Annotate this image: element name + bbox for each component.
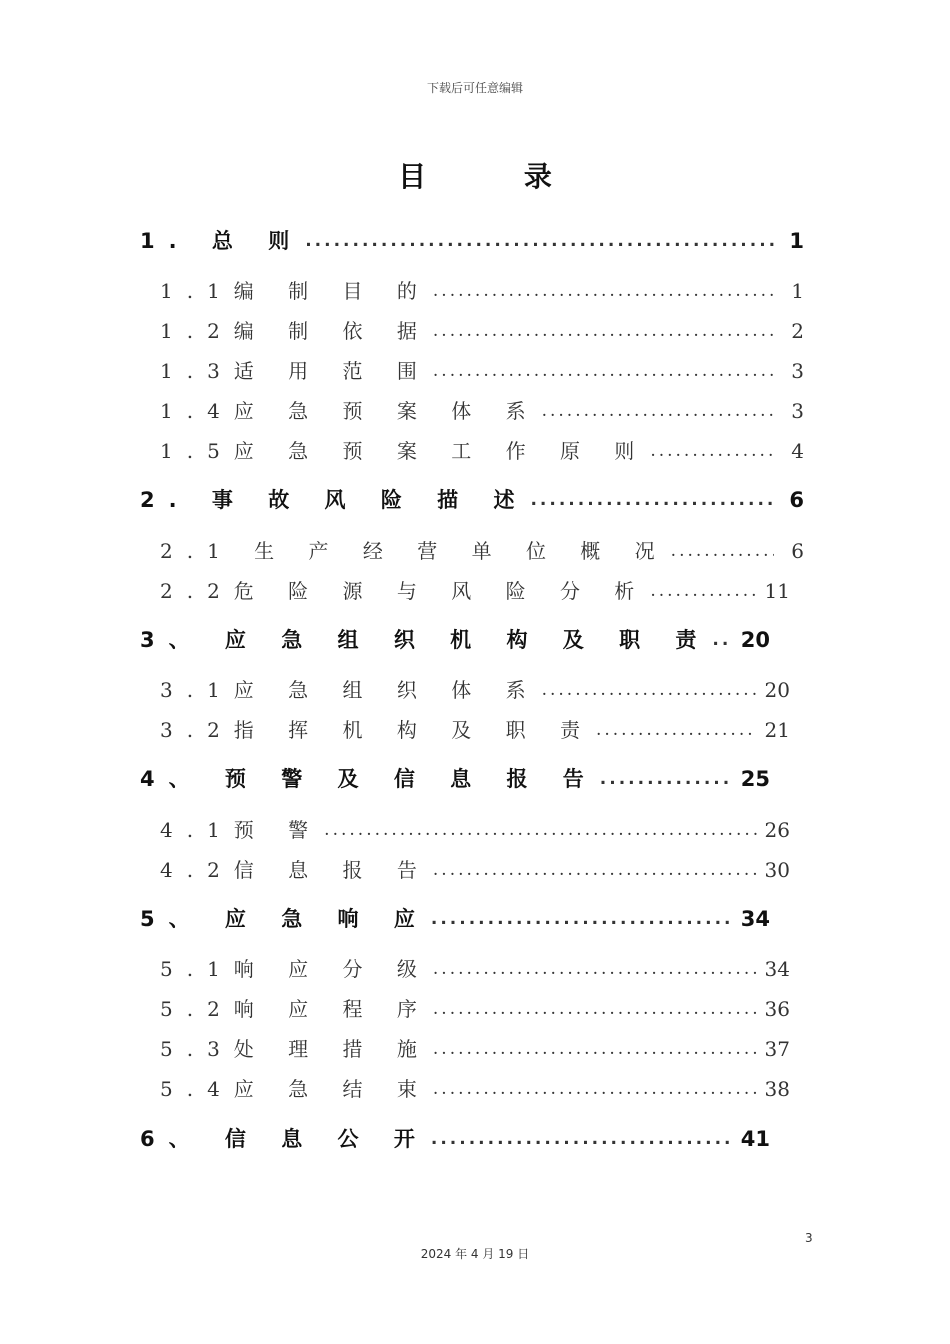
toc-leader-dots bbox=[596, 715, 757, 745]
toc-entry-label: 1. 总 则 bbox=[140, 229, 304, 253]
toc-entry-label: 4.2信 息 报 告 bbox=[160, 858, 431, 882]
toc-entry-label: 2.1 生 产 经 营 单 位 概 况 bbox=[160, 539, 669, 563]
toc-leader-dots bbox=[324, 815, 756, 845]
toc-entry-page: 21 bbox=[764, 718, 790, 742]
toc-leader-dots bbox=[305, 226, 774, 256]
toc-entry-label: 5.1响 应 分 级 bbox=[160, 957, 431, 981]
toc-entry-page: 34 bbox=[740, 907, 770, 931]
toc-entry-label: 1.1编 制 目 的 bbox=[160, 279, 431, 303]
toc-entry-3-2[interactable] bbox=[160, 715, 790, 745]
toc-leader-dots bbox=[433, 855, 757, 885]
toc-entry-label: 5.4应 急 结 束 bbox=[160, 1077, 431, 1101]
toc-entry-label: 1.5应 急 预 案 工 作 原 则 bbox=[160, 439, 649, 463]
toc-entry-5-4[interactable] bbox=[160, 1074, 790, 1104]
toc-entry-page: 2 bbox=[791, 319, 804, 343]
toc-entry-label: 5、 应 急 响 应 bbox=[140, 907, 429, 931]
toc-leader-dots bbox=[433, 276, 774, 306]
toc-entry-4-2[interactable] bbox=[160, 855, 790, 885]
toc-entry-page: 1 bbox=[789, 229, 804, 253]
toc-entry-page: 6 bbox=[791, 539, 804, 563]
toc-leader-dots bbox=[542, 675, 757, 705]
toc-entry-page: 37 bbox=[764, 1037, 790, 1061]
toc-leader-dots bbox=[650, 436, 774, 466]
toc-entry-page: 25 bbox=[740, 767, 770, 791]
toc-entry-page: 1 bbox=[791, 279, 804, 303]
toc-entry-label: 3.2指 挥 机 构 及 职 责 bbox=[160, 718, 594, 742]
toc-entry-chapter-4[interactable] bbox=[140, 764, 770, 794]
page-title: 目 录 bbox=[398, 160, 596, 193]
toc-entry-5-1[interactable] bbox=[160, 954, 790, 984]
toc-entry-page: 3 bbox=[791, 359, 804, 383]
toc-entry-chapter-3[interactable] bbox=[140, 625, 770, 655]
toc-entry-1-2[interactable] bbox=[160, 316, 804, 346]
toc-entry-2-2[interactable] bbox=[160, 576, 790, 606]
toc-leader-dots bbox=[433, 1034, 757, 1064]
toc-entry-page: 20 bbox=[740, 628, 770, 652]
toc-leader-dots bbox=[712, 625, 732, 655]
toc-entry-3-1[interactable] bbox=[160, 675, 790, 705]
toc-entry-label: 1.2编 制 依 据 bbox=[160, 319, 431, 343]
footer-date: 2024 年 4 月 19 日 bbox=[420, 1247, 530, 1261]
toc-entry-page: 6 bbox=[789, 488, 804, 512]
toc-leader-dots bbox=[433, 994, 757, 1024]
toc-entry-1-3[interactable] bbox=[160, 356, 804, 386]
toc-entry-label: 5.3处 理 措 施 bbox=[160, 1037, 431, 1061]
toc-entry-page: 36 bbox=[764, 997, 790, 1021]
toc-entry-label: 5.2响 应 程 序 bbox=[160, 997, 431, 1021]
toc-entry-4-1[interactable] bbox=[160, 815, 790, 845]
page-number: 3 bbox=[805, 1231, 813, 1245]
toc-leader-dots bbox=[433, 316, 774, 346]
toc-entry-page: 20 bbox=[764, 678, 790, 702]
toc-entry-page: 26 bbox=[764, 818, 790, 842]
toc-entry-label: 1.4应 急 预 案 体 系 bbox=[160, 399, 540, 423]
toc-leader-dots bbox=[600, 764, 733, 794]
toc-leader-dots bbox=[431, 904, 733, 934]
toc-entry-page: 30 bbox=[764, 858, 790, 882]
toc-entry-page: 38 bbox=[764, 1077, 790, 1101]
toc-entry-label: 3、 应 急 组 织 机 构 及 职 责 bbox=[140, 628, 711, 652]
toc-entry-chapter-6[interactable] bbox=[140, 1124, 770, 1154]
toc-leader-dots bbox=[433, 954, 757, 984]
toc-entry-5-3[interactable] bbox=[160, 1034, 790, 1064]
toc-entry-chapter-1[interactable] bbox=[140, 226, 804, 256]
toc-leader-dots bbox=[671, 536, 774, 566]
toc-entry-page: 34 bbox=[764, 957, 790, 981]
toc-entry-label: 2.2危 险 源 与 风 险 分 析 bbox=[160, 579, 649, 603]
toc-entry-chapter-5[interactable] bbox=[140, 904, 770, 934]
toc-entry-label: 2. 事 故 风 险 描 述 bbox=[140, 488, 529, 512]
toc-entry-label: 3.1应 急 组 织 体 系 bbox=[160, 678, 540, 702]
toc-entry-chapter-2[interactable] bbox=[140, 485, 804, 515]
toc-entry-page: 41 bbox=[740, 1127, 770, 1151]
toc-entry-page: 3 bbox=[791, 399, 804, 423]
toc-entry-1-1[interactable] bbox=[160, 276, 804, 306]
toc-leader-dots bbox=[650, 576, 756, 606]
toc-entry-label: 6、 信 息 公 开 bbox=[140, 1127, 429, 1151]
toc-entry-label: 1.3适 用 范 围 bbox=[160, 359, 431, 383]
toc-entry-1-5[interactable] bbox=[160, 436, 804, 466]
toc-entry-label: 4、 预 警 及 信 息 报 告 bbox=[140, 767, 598, 791]
toc-entry-1-4[interactable] bbox=[160, 396, 804, 426]
toc-entry-5-2[interactable] bbox=[160, 994, 790, 1024]
toc-entry-label: 4.1预 警 bbox=[160, 818, 323, 842]
toc-entry-page: 11 bbox=[764, 579, 790, 603]
toc-leader-dots bbox=[431, 1124, 733, 1154]
toc-entry-page: 4 bbox=[791, 439, 804, 463]
toc-leader-dots bbox=[433, 356, 774, 386]
toc-entry-2-1[interactable] bbox=[160, 536, 804, 566]
toc-leader-dots bbox=[530, 485, 774, 515]
toc-leader-dots bbox=[542, 396, 774, 426]
header-note: 下载后可任意编辑 bbox=[426, 81, 523, 95]
toc-leader-dots bbox=[433, 1074, 757, 1104]
